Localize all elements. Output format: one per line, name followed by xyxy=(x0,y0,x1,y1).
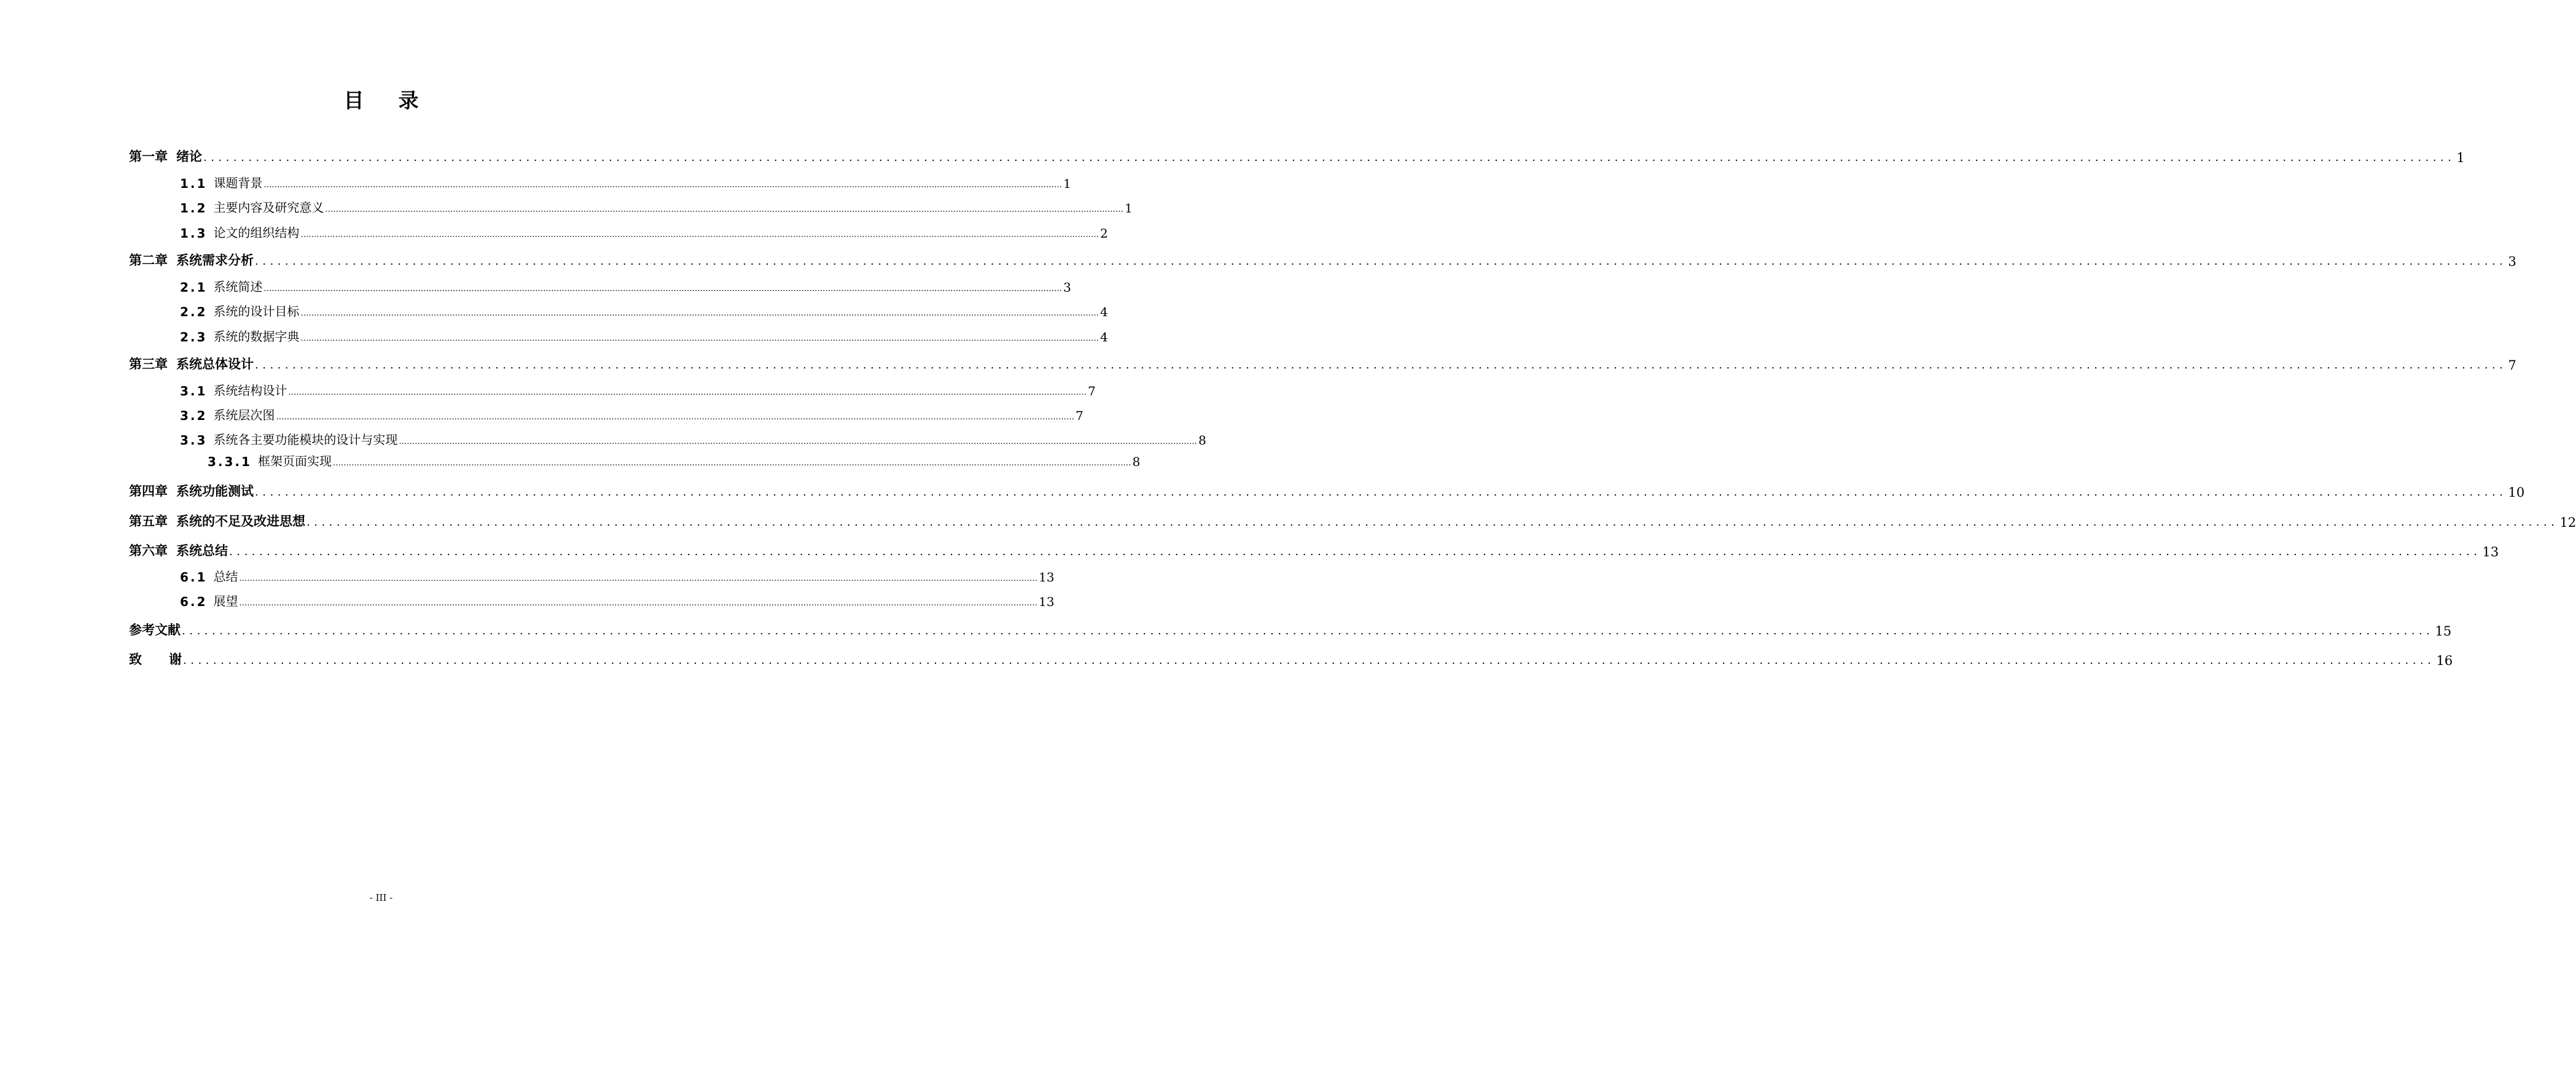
section-number: 6.2 xyxy=(180,594,208,609)
page-title-part1: 目 xyxy=(343,88,364,112)
dot-leader: ............................................................................................................................................................................................................................................................................................................ xyxy=(183,654,2435,667)
section-title: 系统各主要功能模块的设计与实现 xyxy=(213,432,398,447)
page-number: 3 xyxy=(1063,280,1071,295)
page-number: 1 xyxy=(2456,150,2465,165)
page-number: 2 xyxy=(1100,226,1108,241)
section-title: 系统的设计目标 xyxy=(213,304,300,319)
dot-leader: ............................................................................................................................................................................................................................................................................................................ xyxy=(263,181,1063,190)
section-number: 1.3 xyxy=(180,226,208,241)
toc-section-6-1[interactable] xyxy=(180,566,1055,585)
dot-leader: ............................................................................................................................................................................................................................................................................................................ xyxy=(332,459,1131,468)
acknowledgements-title-part1: 致 xyxy=(129,652,142,667)
chapter-number: 第五章 xyxy=(129,514,168,529)
dot-leader: ............................................................................................................................................................................................................................................................................................................ xyxy=(255,359,2507,371)
toc-subsection-3-3-1[interactable] xyxy=(208,451,1141,469)
dot-leader: ............................................................................................................................................................................................................................................................................................................ xyxy=(300,334,1099,343)
toc-references[interactable] xyxy=(129,619,2452,639)
section-number: 2.1 xyxy=(180,280,208,295)
toc-chapter-3[interactable] xyxy=(129,353,2516,373)
dot-leader: ............................................................................................................................................................................................................................................................................................................ xyxy=(255,255,2507,268)
section-number: 2.3 xyxy=(180,330,208,344)
chapter-number: 第一章 xyxy=(129,149,168,164)
section-title: 展望 xyxy=(213,594,238,608)
toc-section-2-1[interactable] xyxy=(180,276,1071,295)
subsection-number: 3.3.1 xyxy=(208,454,252,469)
chapter-title: 系统总体设计 xyxy=(176,357,254,371)
section-number: 2.2 xyxy=(180,305,208,319)
page-number: 1 xyxy=(1125,201,1133,216)
toc-chapter-6[interactable] xyxy=(129,540,2499,559)
chapter-title: 绪论 xyxy=(176,149,202,164)
chapter-number: 第六章 xyxy=(129,543,168,558)
dot-leader: ............................................................................................................................................................................................................................................................................................................ xyxy=(239,599,1038,608)
page-number: 12 xyxy=(2559,515,2576,530)
section-number: 3.2 xyxy=(180,408,208,423)
page-number: 8 xyxy=(1198,433,1206,448)
page-number: 15 xyxy=(2435,624,2452,639)
dot-leader: ............................................................................................................................................................................................................................................................................................................ xyxy=(203,151,2456,164)
dot-leader: ............................................................................................................................................................................................................................................................................................................ xyxy=(306,516,2559,529)
chapter-title: 系统总结 xyxy=(176,543,228,558)
page-number: 10 xyxy=(2508,485,2525,500)
page-number: 13 xyxy=(2482,545,2499,559)
dot-leader: ............................................................................................................................................................................................................................................................................................................ xyxy=(399,437,1198,446)
toc-chapter-5[interactable] xyxy=(129,510,2576,530)
dot-leader: ............................................................................................................................................................................................................................................................................................................ xyxy=(229,545,2481,558)
section-title: 系统结构设计 xyxy=(213,383,287,398)
section-title: 系统的数据字典 xyxy=(213,329,300,344)
page-number: 4 xyxy=(1100,330,1108,344)
toc-chapter-2[interactable] xyxy=(129,249,2516,269)
section-title: 系统简述 xyxy=(213,279,263,294)
dot-leader: ............................................................................................................................................................................................................................................................................................................ xyxy=(239,574,1038,583)
toc-section-6-2[interactable] xyxy=(180,591,1055,609)
page-number: 3 xyxy=(2508,254,2516,269)
chapter-number: 第二章 xyxy=(129,253,168,268)
chapter-title: 系统需求分析 xyxy=(176,253,254,268)
toc-section-1-2[interactable] xyxy=(180,197,1133,216)
chapter-title: 系统功能测试 xyxy=(176,484,254,499)
toc-section-3-2[interactable] xyxy=(180,405,1083,423)
page-number: 8 xyxy=(1132,454,1141,469)
toc-chapter-4[interactable] xyxy=(129,480,2525,500)
page-number: 4 xyxy=(1100,305,1108,319)
dot-leader: ............................................................................................................................................................................................................................................................................................................ xyxy=(263,284,1063,294)
dot-leader: ............................................................................................................................................................................................................................................................................................................ xyxy=(288,388,1087,397)
section-title: 论文的组织结构 xyxy=(213,225,300,240)
section-title: 总结 xyxy=(213,569,238,584)
acknowledgements-title-part2: 谢 xyxy=(169,652,182,667)
toc-chapter-1[interactable] xyxy=(129,146,2465,165)
toc-section-2-3[interactable] xyxy=(180,326,1108,344)
chapter-number: 第四章 xyxy=(129,484,168,499)
page-number: 16 xyxy=(2436,653,2453,668)
page-footer-number: - III - xyxy=(369,892,393,903)
page-number: 7 xyxy=(1088,384,1096,399)
page-number: 13 xyxy=(1039,594,1055,609)
dot-leader: ............................................................................................................................................................................................................................................................................................................ xyxy=(182,624,2434,637)
page-title-part2: 录 xyxy=(398,88,419,112)
dot-leader: ............................................................................................................................................................................................................................................................................................................ xyxy=(300,309,1099,318)
chapter-number: 第三章 xyxy=(129,357,168,371)
dot-leader: ............................................................................................................................................................................................................................................................................................................ xyxy=(255,486,2507,499)
section-number: 3.1 xyxy=(180,384,208,399)
section-number: 3.3 xyxy=(180,433,208,448)
section-number: 1.1 xyxy=(180,176,208,191)
toc-section-2-2[interactable] xyxy=(180,301,1108,319)
table-of-contents xyxy=(129,0,2576,1077)
page-number: 7 xyxy=(1075,408,1083,423)
section-title: 系统层次图 xyxy=(213,408,275,422)
page-number: 7 xyxy=(2508,358,2516,373)
dot-leader: ............................................................................................................................................................................................................................................................................................................ xyxy=(325,205,1124,214)
section-title: 课题背景 xyxy=(213,176,263,190)
page-number: 1 xyxy=(1063,176,1071,191)
subsection-title: 框架页面实现 xyxy=(257,454,332,469)
toc-section-3-3[interactable] xyxy=(180,429,1206,448)
toc-section-3-1[interactable] xyxy=(180,380,1096,399)
section-number: 1.2 xyxy=(180,201,208,216)
dot-leader: ............................................................................................................................................................................................................................................................................................................ xyxy=(276,413,1075,422)
page-number: 13 xyxy=(1039,570,1055,585)
toc-section-1-1[interactable] xyxy=(180,173,1071,191)
chapter-title: 系统的不足及改进思想 xyxy=(176,514,305,529)
toc-acknowledgements[interactable] xyxy=(129,648,2453,668)
dot-leader: ............................................................................................................................................................................................................................................................................................................ xyxy=(300,230,1099,239)
references-title: 参考文献 xyxy=(129,623,181,637)
toc-section-1-3[interactable] xyxy=(180,222,1108,241)
section-number: 6.1 xyxy=(180,570,208,585)
section-title: 主要内容及研究意义 xyxy=(213,200,324,215)
